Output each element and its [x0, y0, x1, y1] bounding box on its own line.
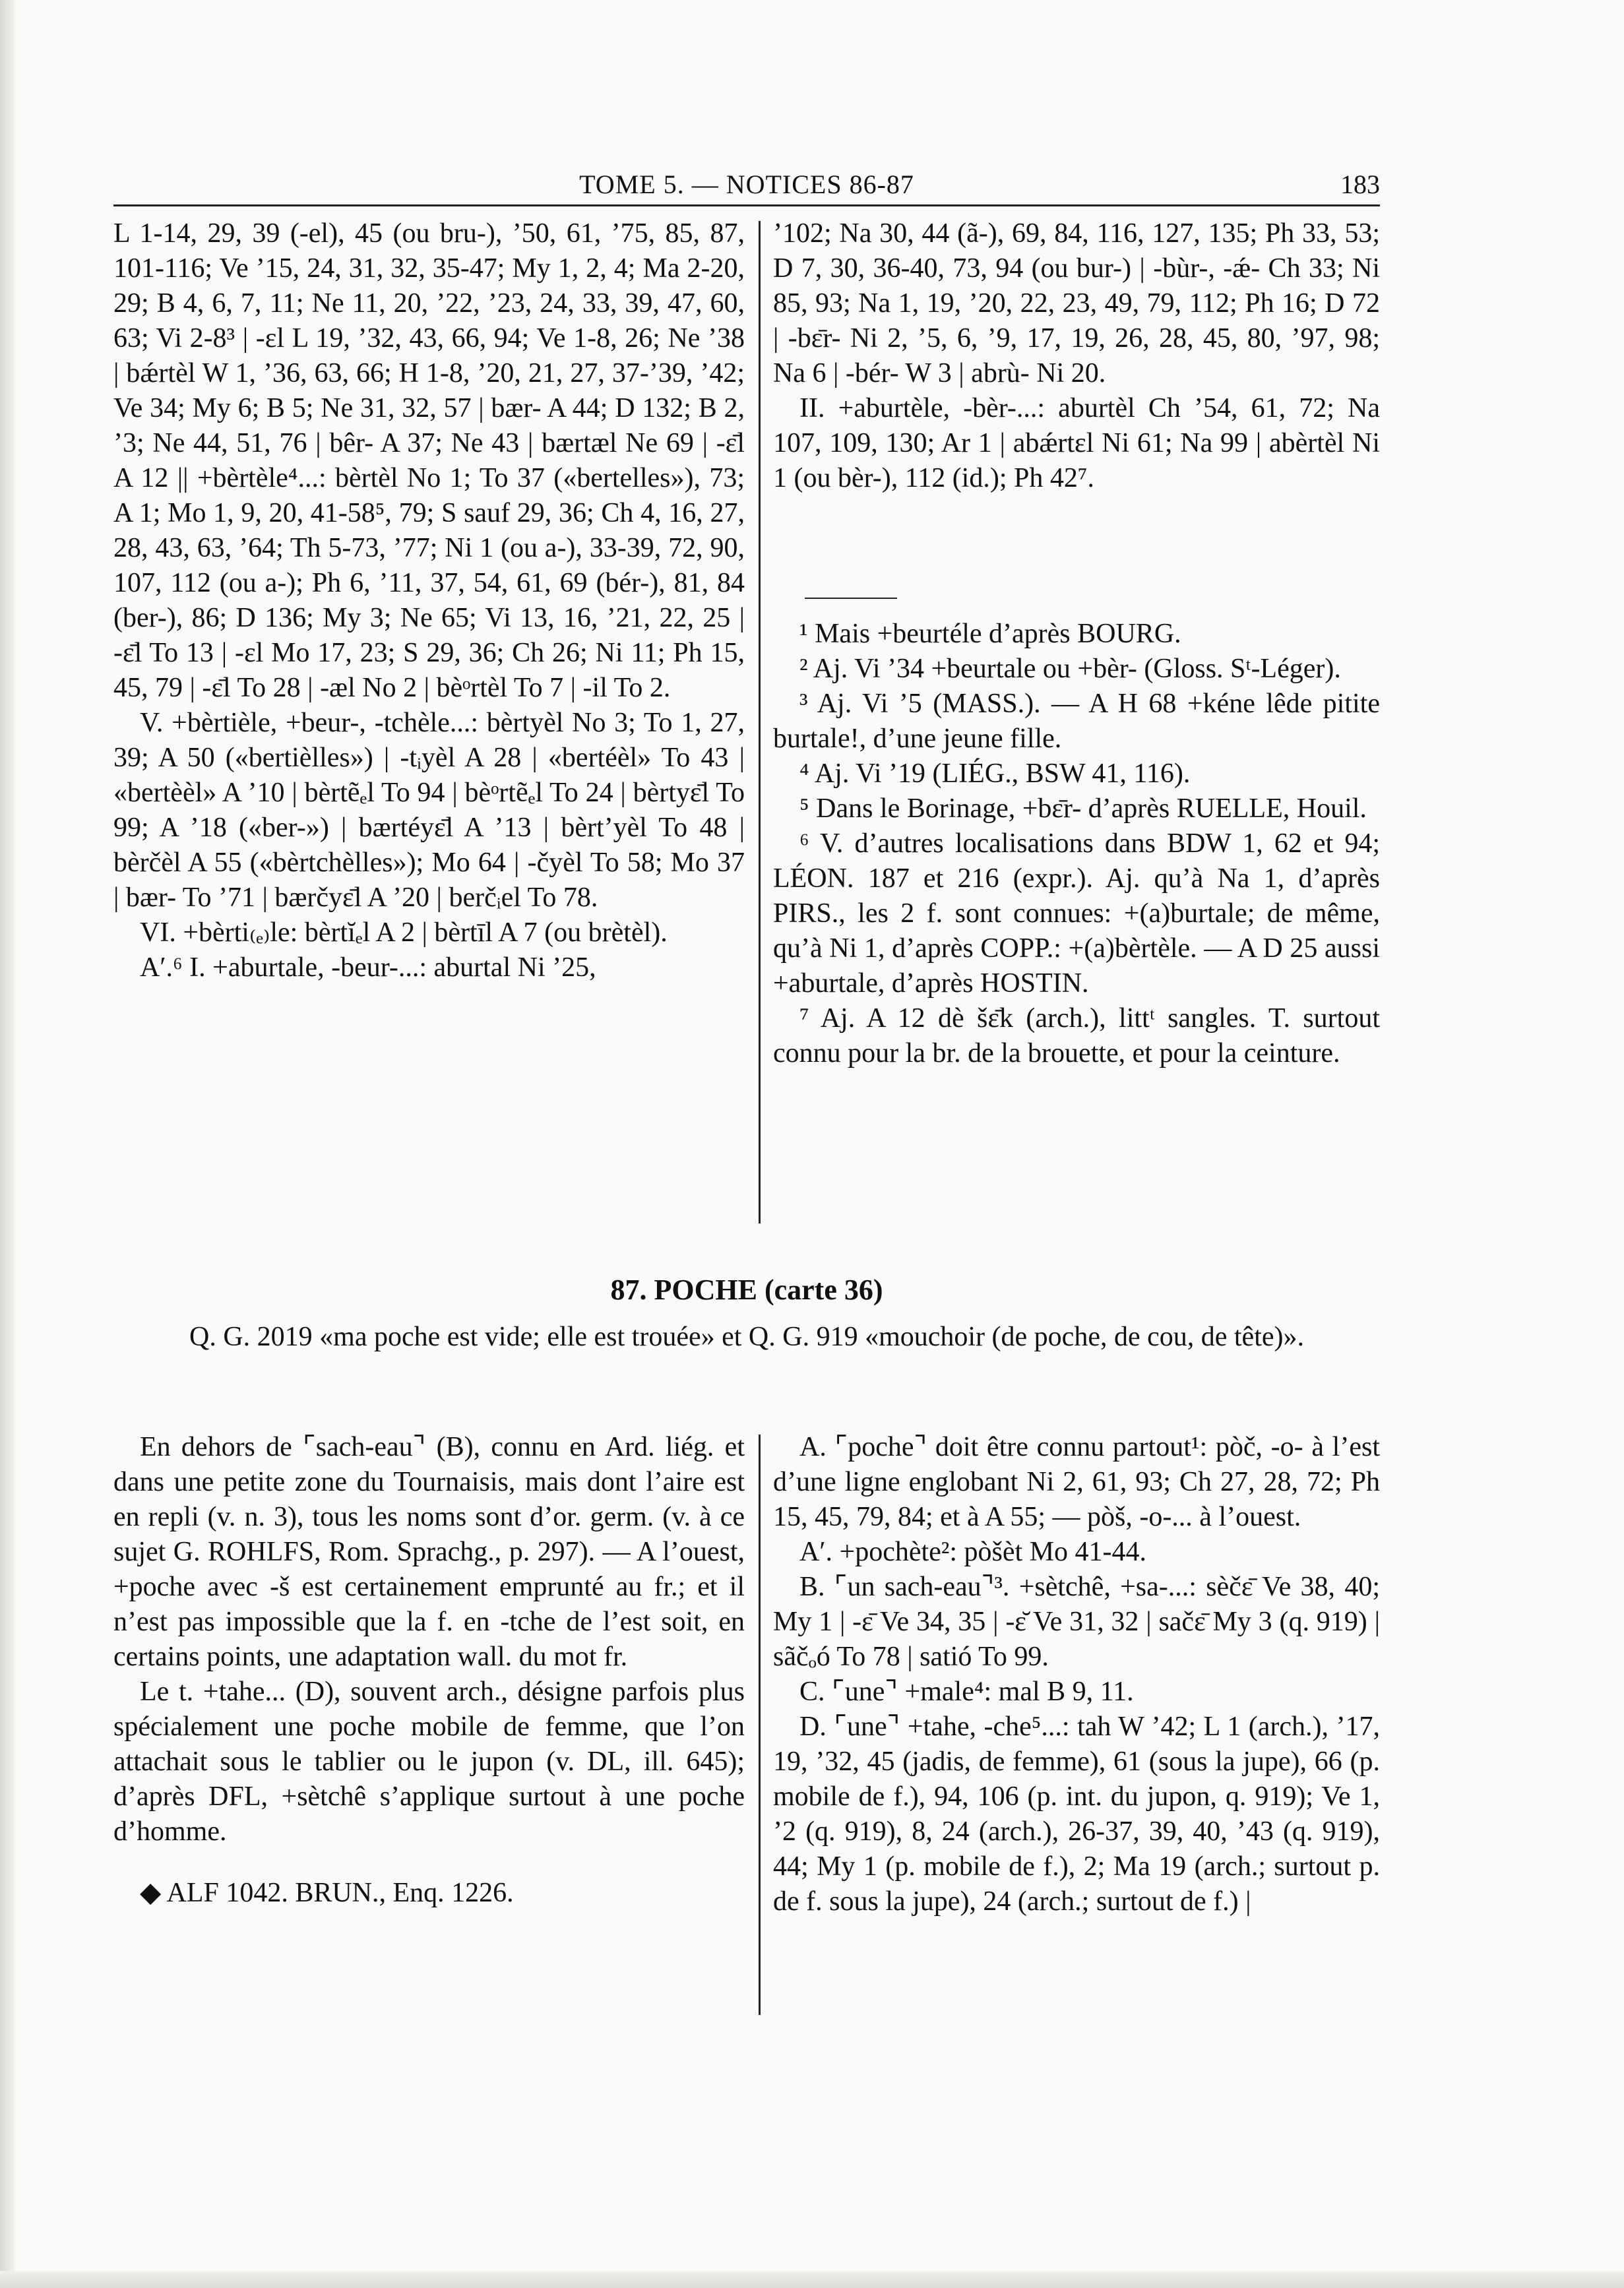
page-number: 183 — [1340, 170, 1380, 199]
header-title: TOME 5. — NOTICES 86-87 — [579, 170, 914, 199]
paragraph: L 1-14, 29, 39 (-el), 45 (ou bru-), ’50, 61, ’75, 85, 87, 101-116; Ve ’15, 24, 31, 32, 35-47; My 1, 2, 4; Ma 2-20, 29; B 4, 6, 7, 11; Ne 11, 20, ’22, ’23, 24, 33, 39, 47, 60, 63; Vi 2-8³ | -ɛl L 19, ’32, 43, 66, 94; Ve 1-8, 26; Ne ’38 | bǽrtèl W 1, ’36, 63, 66; H 1-8, ’20, 21, 27, 37-’39, ’42; Ve 34; My 6; B 5; Ne 31, 32, 57 | bær- A 44; D 132; B 2, ’3; Ne 44, 51, 76 | bêr- A 37; Ne 43 | bærtæl Ne 69 | -ɛ̄l A 12 || +bèrtèle⁴...: bèrtèl No 1; To 37 («bertelles»), 73; A 1; Mo 1, 9, 20, 41-58⁵, 79; S sauf 29, 36; Ch 4, 16, 27, 28, 43, 63, ’64; Th 5-73, ’77; Ni 1 (ou a-), 33-39, 72, 90, 107, 112 (ou a-); Ph 6, ’11, 37, 54, 61, 69 (bér-), 81, 84 (ber-), 86; D 136; My 3; Ne 65; Vi 13, 16, ’21, 22, 25 | -ɛ̄l To 13 | -ɛl Mo 17, 23; S 29, 36; Ch 26; Ni 11; Ph 15, 45, 79 | -ɛ̄l To 28 | -æl No 2 | bèᵒrtèl To 7 | -il To 2. — [113, 218, 745, 703]
footnote: ² Aj. Vi ’34 +beurtale ou +bèr- (Gloss. Sᵗ-Léger). — [799, 654, 1341, 684]
top-right-column — [773, 216, 1380, 496]
section-subtitle: Q. G. 2019 «ma poche est vide; elle est trouée» et Q. G. 919 «mouchoir (de poche, de cou, de tête)». — [189, 1322, 1304, 1352]
bottom-right-column — [773, 1430, 1380, 1919]
paragraph: B. ⌜un sach-eau⌝³. +sètchê, +sa-...: sèčɛ̄ Ve 38, 40; My 1 | -ɛ̄ Ve 34, 35 | -ɛ̆ Ve 31, 32 | sačɛ̄ My 3 (q. 919) | sãčₒó To 78 | satió To 99. — [773, 1572, 1380, 1672]
paragraph: II. +aburtèle, -bèr-...: aburtèl Ch ’54, 61, 72; Na 107, 109, 130; Ar 1 | abǽrtɛl Ni 61; Na 99 | abèrtèl Ni 1 (ou bèr-), 112 (id.); Ph 42⁷. — [773, 393, 1380, 493]
footnote: ⁷ Aj. A 12 dè šɛ̄k (arch.), littᵗ sangles. T. surtout connu pour la br. de la brouette, et pour la ceinture. — [773, 1003, 1380, 1068]
paragraph: A′.⁶ I. +aburtale, -beur-...: aburtal Ni ’25, — [140, 952, 596, 983]
scan-edge-bottom — [0, 2271, 1624, 2288]
column-divider — [759, 1435, 761, 2015]
top-left-column — [113, 216, 745, 985]
paragraph: Le t. +tahe... (D), souvent arch., désigne parfois plus spécialement une poche mobile de femme, que l’on attachait sous le tablier ou le jupon (v. DL, ill. 645); d’après DFL, +sètchê s’applique surtout à une poche d’homme. — [113, 1677, 745, 1847]
footnote: ¹ Mais +beurtéle d’après BOURG. — [799, 619, 1181, 649]
section-title: 87. POCHE (carte 36) — [610, 1274, 883, 1306]
paragraph: VI. +bèrti₍ₑ₎le: bèrtĭₑl A 2 | bèrtīl A 7 (ou brètèl). — [140, 917, 668, 948]
running-header — [113, 166, 1380, 206]
paragraph: C. ⌜une⌝ +male⁴: mal B 9, 11. — [799, 1677, 1134, 1707]
bottom-left-column — [113, 1430, 745, 1911]
footnotes — [773, 617, 1380, 1071]
scan-edge — [0, 0, 15, 2288]
footnote: ⁶ V. d’autres localisations dans BDW 1, 62 et 94; LÉON. 187 et 216 (expr.). Aj. qu’à Na 1, d’après PIRS., les 2 f. sont connues: +(a)burtale; de même, qu’à Ni 1, d’après COPP.: +(a)bèrtèle. — A D 25 aussi +aburtale, d’après HOSTIN. — [773, 828, 1380, 999]
paragraph: D. ⌜une⌝ +tahe, -che⁵...: tah W ’42; L 1 (arch.), ’17, 19, ’32, 45 (jadis, de femme), 61 (sous la jupe), 66 (p. mobile de f.), 94, 106 (p. int. du jupon, q. 919); Ve 1, ’2 (q. 919), 8, 24 (arch.), 26-37, 39, 40, ’43 (q. 919), 44; My 1 (p. mobile de f.), 2; Ma 19 (arch.; surtout p. de f. sous la jupe), 24 (arch.; surtout de f.) | — [773, 1712, 1380, 1917]
footnote: ³ Aj. Vi ’5 (MASS.). — A H 68 +kéne lêde pitite burtale!, d’une jeune fille. — [773, 689, 1380, 754]
paragraph: A′. +pochète²: pòšèt Mo 41-44. — [799, 1537, 1147, 1567]
paragraph: ’102; Na 30, 44 (ã-), 69, 84, 116, 127, 135; Ph 33, 53; D 7, 30, 36-40, 73, 94 (ou bur-) | -bùr-, -ǽ- Ch 33; Ni 85, 93; Na 1, 19, ’20, 22, 23, 49, 79, 112; Ph 16; D 72 | -bɛ̄r- Ni 2, ’5, 6, ’9, 17, 19, 26, 28, 45, 80, ’97, 98; Na 6 | -bér- W 3 | abrù- Ni 20. — [773, 218, 1380, 388]
paragraph: En dehors de ⌜sach-eau⌝ (B), connu en Ard. liég. et dans une petite zone du Tournaisis, mais dont l’aire est en repli (v. n. 3), tous les noms sont d’or. germ. (v. à ce sujet G. ROHLFS, Rom. Sprachg., p. 297). — A l’ouest, +poche avec -š est certainement emprunté au fr.; et il n’est pas impossible que la f. en -tche de l’est soit, en certains points, une adaptation wall. du mot fr. — [113, 1432, 745, 1672]
paragraph: V. +bèrtièle, +beur-, -tchèle...: bèrtyèl No 3; To 1, 27, 39; A 50 («bertièlles») | -tᵢyèl A 28 | «bertéèl» To 43 | «bertèèl» A ’10 | bèrtẽₑl To 94 | bèᵒrtẽₑl To 24 | bèrtyɛ̄l To 99; A ’18 («ber-») | bærtéyɛ̄l A ’13 | bèrt’yèl To 48 | bèrčèl A 55 («bèrtchèlles»); Mo 64 | -čyèl To 58; Mo 37 | bær- To ’71 | bærčyɛ̄l A ’20 | berčᵢel To 78. — [113, 708, 745, 913]
column-divider — [759, 221, 761, 1223]
reference-line: ◆ ALF 1042. BRUN., Enq. 1226. — [140, 1878, 514, 1908]
footnote: ⁴ Aj. Vi ’19 (LIÉG., BSW 41, 116). — [799, 758, 1191, 789]
footnote-rule — [805, 598, 897, 599]
footnote: ⁵ Dans le Borinage, +bɛ̄r- d’après RUELLE, Houil. — [799, 793, 1367, 824]
paragraph: A. ⌜poche⌝ doit être connu partout¹: pòč, -o- à l’est d’une ligne englobant Ni 2, 61, 93; Ch 27, 28, 72; Ph 15, 45, 79, 84; et à A 55; — pòš, -o-... à l’ouest. — [773, 1432, 1380, 1532]
